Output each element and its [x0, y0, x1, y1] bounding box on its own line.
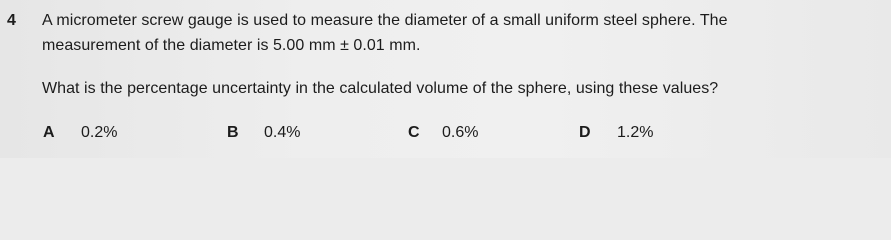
option-d[interactable]: [579, 124, 653, 142]
option-c-letter: C: [408, 124, 420, 141]
option-d-letter: D: [579, 124, 591, 141]
option-b-value: 0.4%: [264, 124, 301, 141]
option-a-value: 0.2%: [81, 124, 118, 141]
option-d-value: 1.2%: [617, 124, 654, 141]
option-b[interactable]: [227, 124, 300, 142]
question-stem-line-2: measurement of the diameter is 5.00 mm ± 0.01 mm.: [42, 37, 421, 54]
option-c[interactable]: [408, 124, 478, 142]
option-c-value: 0.6%: [442, 124, 479, 141]
option-a-letter: A: [43, 124, 55, 141]
question-stem-line-1: A micrometer screw gauge is used to measure the diameter of a small uniform steel sphere. The: [42, 12, 728, 29]
option-b-letter: B: [227, 124, 239, 141]
question-number: 4: [7, 12, 16, 29]
question-prompt: What is the percentage uncertainty in the calculated volume of the sphere, using these values?: [42, 80, 719, 97]
option-a[interactable]: [43, 124, 117, 142]
